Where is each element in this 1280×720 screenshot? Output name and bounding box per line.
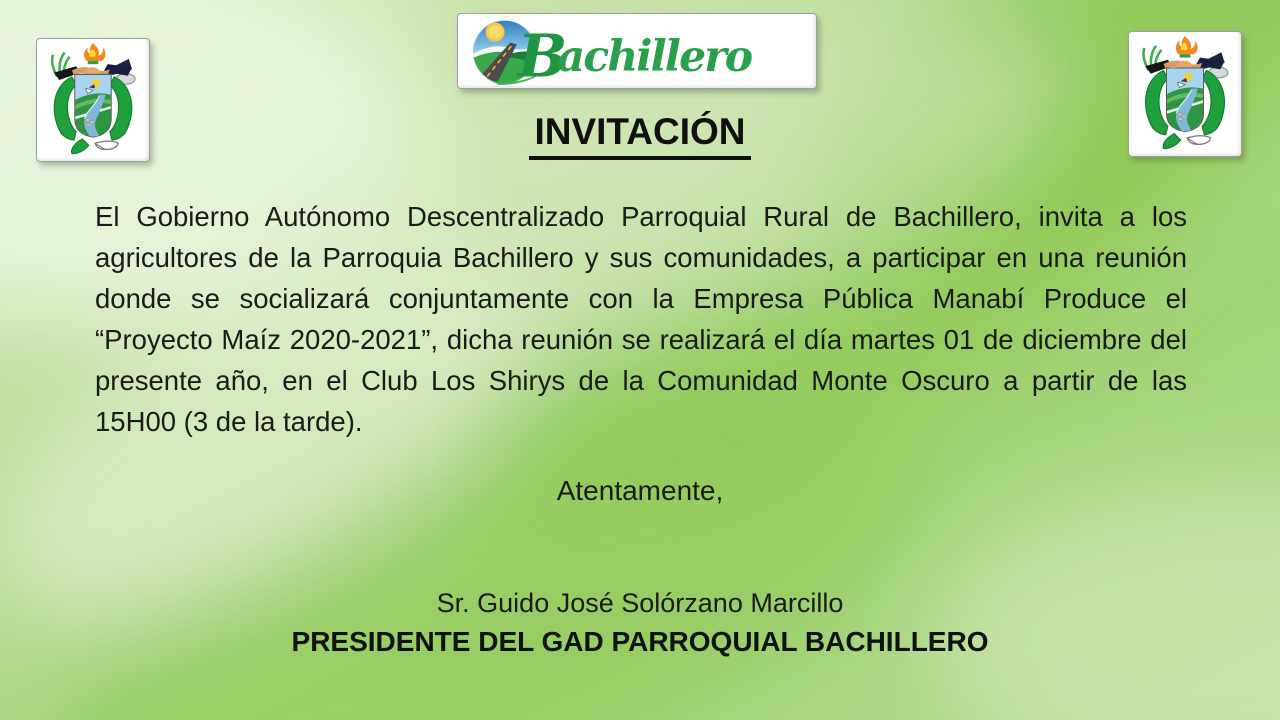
logo-initial: B <box>517 21 568 86</box>
closing-text: Atentamente, <box>556 475 724 506</box>
page-title <box>0 110 1280 154</box>
bachillero-logo <box>457 13 817 89</box>
bachillero-logo-art <box>464 16 810 86</box>
logo-wordmark: achillero <box>557 31 752 82</box>
page-title-text: INVITACIÓN <box>529 111 750 160</box>
signature-role: PRESIDENTE DEL GAD PARROQUIAL BACHILLERO <box>291 626 989 657</box>
invitation-body: El Gobierno Autónomo Descentralizado Parroquial Rural de Bachillero, invita a los agricultores de la Parroquia Bachillero y sus comunidades, a participar en una reunión donde se socializará conjuntamente con la Empresa Pública Manabí Produce el “Proyecto Maíz 2020-2021”, dicha reunión se realizará el día martes 01 de diciembre del presente año, en el Club Los Shirys de la Comunidad Monte Oscuro a partir de las 15H00 (3 de la tarde). <box>95 201 1187 437</box>
signature-name: Sr. Guido José Solórzano Marcillo <box>436 588 844 618</box>
